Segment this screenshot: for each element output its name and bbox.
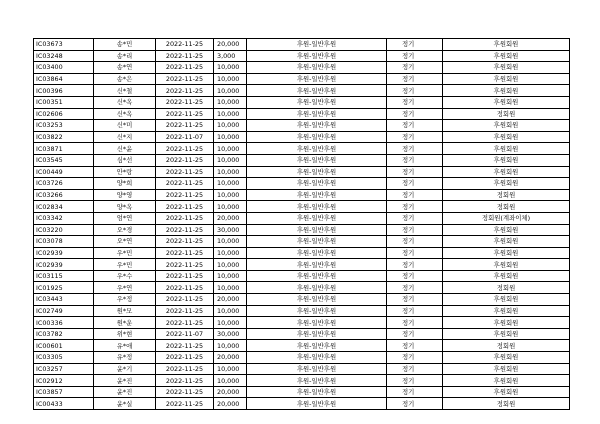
donation-date-cell: 2022-11-25 — [156, 178, 214, 190]
donation-date-cell: 2022-11-25 — [156, 270, 214, 282]
donor-name-cell: 우*정 — [94, 294, 156, 306]
donation-type-cell: 후원-일반후원 — [247, 166, 387, 178]
donation-type-cell: 후원-일반후원 — [247, 270, 387, 282]
table-row — [34, 39, 570, 51]
donor-name-cell: 우*민 — [94, 259, 156, 271]
donation-amount-cell: 20,000 — [214, 39, 247, 51]
donation-cycle-cell: 정기 — [387, 166, 443, 178]
table-row — [34, 363, 570, 375]
donor-name-cell: 신*지 — [94, 131, 156, 143]
donation-cycle-cell: 정기 — [387, 189, 443, 201]
donation-type-cell: 후원-일반후원 — [247, 328, 387, 340]
donation-date-cell: 2022-11-25 — [156, 282, 214, 294]
donation-type-cell: 후원-일반후원 — [247, 317, 387, 329]
donation-date-cell: 2022-11-25 — [156, 212, 214, 224]
donation-date-cell: 2022-11-25 — [156, 317, 214, 329]
donor-name-cell: 우*연 — [94, 282, 156, 294]
donation-cycle-cell: 정기 — [387, 154, 443, 166]
member-grade-cell: 정회원(계좌이체) — [443, 212, 570, 224]
table-row — [34, 224, 570, 236]
member-grade-cell: 정회원 — [443, 108, 570, 120]
donor-id-cell: IC03443 — [34, 294, 94, 306]
donor-name-cell: 신*윤 — [94, 143, 156, 155]
donation-cycle-cell: 정기 — [387, 62, 443, 74]
donor-id-cell: IC02939 — [34, 259, 94, 271]
donation-type-cell: 후원-일반후원 — [247, 236, 387, 248]
table-row — [34, 352, 570, 364]
donation-type-cell: 후원-일반후원 — [247, 282, 387, 294]
member-grade-cell: 후원회원 — [443, 50, 570, 62]
donation-date-cell: 2022-11-07 — [156, 131, 214, 143]
member-grade-cell: 정회원 — [443, 340, 570, 352]
donation-date-cell: 2022-11-25 — [156, 201, 214, 213]
donation-cycle-cell: 정기 — [387, 294, 443, 306]
member-grade-cell: 후원회원 — [443, 305, 570, 317]
member-grade-cell: 후원회원 — [443, 270, 570, 282]
donation-amount-cell: 10,000 — [214, 131, 247, 143]
donation-type-cell: 후원-일반후원 — [247, 305, 387, 317]
donation-date-cell: 2022-11-25 — [156, 154, 214, 166]
member-grade-cell: 후원회원 — [443, 363, 570, 375]
member-grade-cell: 후원회원 — [443, 166, 570, 178]
donation-date-cell: 2022-11-25 — [156, 108, 214, 120]
donor-id-cell: IC03822 — [34, 131, 94, 143]
donor-id-cell: IC03673 — [34, 39, 94, 51]
donation-date-cell: 2022-11-25 — [156, 294, 214, 306]
donor-id-cell: IC03248 — [34, 50, 94, 62]
donor-id-cell: IC03078 — [34, 236, 94, 248]
table-row — [34, 189, 570, 201]
table-row — [34, 270, 570, 282]
member-grade-cell: 정회원 — [443, 201, 570, 213]
donation-amount-cell: 10,000 — [214, 259, 247, 271]
donation-amount-cell: 10,000 — [214, 270, 247, 282]
donation-cycle-cell: 정기 — [387, 398, 443, 410]
donation-type-cell: 후원-일반후원 — [247, 39, 387, 51]
member-grade-cell: 후원회원 — [443, 131, 570, 143]
donor-name-cell: 신*철 — [94, 85, 156, 97]
donor-name-cell: 양*옥 — [94, 201, 156, 213]
donation-type-cell: 후원-일반후원 — [247, 62, 387, 74]
member-grade-cell: 정회원 — [443, 189, 570, 201]
donor-id-cell: IC00433 — [34, 398, 94, 410]
donation-cycle-cell: 정기 — [387, 247, 443, 259]
donation-amount-cell: 10,000 — [214, 96, 247, 108]
donation-type-cell: 후원-일반후원 — [247, 85, 387, 97]
member-grade-cell: 후원회원 — [443, 224, 570, 236]
donor-id-cell: IC02749 — [34, 305, 94, 317]
donor-id-cell: IC03857 — [34, 386, 94, 398]
member-grade-cell: 후원회원 — [443, 328, 570, 340]
donation-cycle-cell: 정기 — [387, 340, 443, 352]
donor-name-cell: 양*희 — [94, 178, 156, 190]
donation-cycle-cell: 정기 — [387, 143, 443, 155]
donation-type-cell: 후원-일반후원 — [247, 247, 387, 259]
donation-amount-cell: 10,000 — [214, 340, 247, 352]
donation-type-cell: 후원-일반후원 — [247, 363, 387, 375]
member-grade-cell: 후원회원 — [443, 73, 570, 85]
donation-date-cell: 2022-11-07 — [156, 328, 214, 340]
donation-cycle-cell: 정기 — [387, 212, 443, 224]
table-row — [34, 212, 570, 224]
donation-date-cell: 2022-11-25 — [156, 39, 214, 51]
donor-name-cell: 양*영 — [94, 189, 156, 201]
donor-id-cell: IC02912 — [34, 375, 94, 387]
member-grade-cell: 후원회원 — [443, 317, 570, 329]
donation-amount-cell: 20,000 — [214, 386, 247, 398]
donation-amount-cell: 3,000 — [214, 50, 247, 62]
donor-name-cell: 우*수 — [94, 270, 156, 282]
donation-cycle-cell: 정기 — [387, 236, 443, 248]
donation-date-cell: 2022-11-25 — [156, 352, 214, 364]
donor-id-cell: IC00336 — [34, 317, 94, 329]
donor-id-cell: IC03342 — [34, 212, 94, 224]
member-grade-cell: 후원회원 — [443, 39, 570, 51]
donation-date-cell: 2022-11-25 — [156, 85, 214, 97]
donation-cycle-cell: 정기 — [387, 328, 443, 340]
donor-name-cell: 오*경 — [94, 224, 156, 236]
member-grade-cell: 후원회원 — [443, 143, 570, 155]
donor-name-cell: 윤*진 — [94, 375, 156, 387]
member-grade-cell: 후원회원 — [443, 120, 570, 132]
donor-name-cell: 심*선 — [94, 154, 156, 166]
donation-amount-cell: 10,000 — [214, 201, 247, 213]
donor-id-cell: IC03545 — [34, 154, 94, 166]
donation-amount-cell: 10,000 — [214, 178, 247, 190]
donation-date-cell: 2022-11-25 — [156, 363, 214, 375]
donation-date-cell: 2022-11-25 — [156, 398, 214, 410]
table-row — [34, 73, 570, 85]
donor-sheet — [33, 38, 569, 410]
table-row — [34, 328, 570, 340]
donation-cycle-cell: 정기 — [387, 282, 443, 294]
donor-id-cell: IC02834 — [34, 201, 94, 213]
table-row — [34, 201, 570, 213]
table-row — [34, 154, 570, 166]
table-row — [34, 85, 570, 97]
donation-date-cell: 2022-11-25 — [156, 247, 214, 259]
table-row — [34, 247, 570, 259]
member-grade-cell: 후원회원 — [443, 294, 570, 306]
donation-cycle-cell: 정기 — [387, 120, 443, 132]
donation-cycle-cell: 정기 — [387, 259, 443, 271]
table-row — [34, 236, 570, 248]
donation-amount-cell: 30,000 — [214, 328, 247, 340]
donation-amount-cell: 10,000 — [214, 282, 247, 294]
donor-id-cell: IC00601 — [34, 340, 94, 352]
donor-id-cell: IC03257 — [34, 363, 94, 375]
donation-cycle-cell: 정기 — [387, 39, 443, 51]
table-row — [34, 317, 570, 329]
donation-amount-cell: 10,000 — [214, 305, 247, 317]
donation-type-cell: 후원-일반후원 — [247, 294, 387, 306]
member-grade-cell: 후원회원 — [443, 352, 570, 364]
donation-amount-cell: 20,000 — [214, 294, 247, 306]
donation-amount-cell: 10,000 — [214, 120, 247, 132]
donation-date-cell: 2022-11-25 — [156, 50, 214, 62]
donation-type-cell: 후원-일반후원 — [247, 154, 387, 166]
donation-type-cell: 후원-일반후원 — [247, 375, 387, 387]
member-grade-cell: 후원회원 — [443, 62, 570, 74]
donation-amount-cell: 10,000 — [214, 85, 247, 97]
donor-name-cell: 신*미 — [94, 120, 156, 132]
donor-name-cell: 안*랑 — [94, 166, 156, 178]
table-row — [34, 282, 570, 294]
donor-id-cell: IC00449 — [34, 166, 94, 178]
donation-date-cell: 2022-11-25 — [156, 259, 214, 271]
donation-amount-cell: 10,000 — [214, 108, 247, 120]
donation-type-cell: 후원-일반후원 — [247, 178, 387, 190]
donation-date-cell: 2022-11-25 — [156, 340, 214, 352]
donation-cycle-cell: 정기 — [387, 305, 443, 317]
donation-cycle-cell: 정기 — [387, 317, 443, 329]
donation-cycle-cell: 정기 — [387, 224, 443, 236]
donor-id-cell: IC01925 — [34, 282, 94, 294]
donor-name-cell: 송*리 — [94, 50, 156, 62]
donor-name-cell: 유*정 — [94, 352, 156, 364]
table-row — [34, 96, 570, 108]
donation-amount-cell: 20,000 — [214, 352, 247, 364]
donor-name-cell: 우*민 — [94, 247, 156, 259]
donor-name-cell: 신*옥 — [94, 96, 156, 108]
table-row — [34, 398, 570, 410]
donor-id-cell: IC03864 — [34, 73, 94, 85]
donation-cycle-cell: 정기 — [387, 50, 443, 62]
table-row — [34, 386, 570, 398]
donation-date-cell: 2022-11-25 — [156, 96, 214, 108]
donation-cycle-cell: 정기 — [387, 178, 443, 190]
donor-id-cell: IC03400 — [34, 62, 94, 74]
member-grade-cell: 후원회원 — [443, 178, 570, 190]
donation-date-cell: 2022-11-25 — [156, 236, 214, 248]
member-grade-cell: 후원회원 — [443, 96, 570, 108]
donation-amount-cell: 30,000 — [214, 224, 247, 236]
table-row — [34, 305, 570, 317]
donation-date-cell: 2022-11-25 — [156, 120, 214, 132]
donor-id-cell: IC03253 — [34, 120, 94, 132]
donor-name-cell: 위*현 — [94, 328, 156, 340]
donation-type-cell: 후원-일반후원 — [247, 340, 387, 352]
donation-cycle-cell: 정기 — [387, 270, 443, 282]
table-row — [34, 108, 570, 120]
donation-type-cell: 후원-일반후원 — [247, 212, 387, 224]
donation-date-cell: 2022-11-25 — [156, 73, 214, 85]
member-grade-cell: 후원회원 — [443, 85, 570, 97]
donation-type-cell: 후원-일반후원 — [247, 201, 387, 213]
donation-amount-cell: 20,000 — [214, 212, 247, 224]
donation-date-cell: 2022-11-25 — [156, 189, 214, 201]
donor-id-cell: IC03266 — [34, 189, 94, 201]
donation-type-cell: 후원-일반후원 — [247, 386, 387, 398]
donation-type-cell: 후원-일반후원 — [247, 120, 387, 132]
donor-table — [33, 38, 570, 410]
donation-cycle-cell: 정기 — [387, 363, 443, 375]
donor-id-cell: IC02939 — [34, 247, 94, 259]
donation-cycle-cell: 정기 — [387, 96, 443, 108]
donation-cycle-cell: 정기 — [387, 131, 443, 143]
table-row — [34, 375, 570, 387]
donor-id-cell: IC00351 — [34, 96, 94, 108]
donation-cycle-cell: 정기 — [387, 386, 443, 398]
donor-id-cell: IC03220 — [34, 224, 94, 236]
table-row — [34, 340, 570, 352]
donation-date-cell: 2022-11-25 — [156, 386, 214, 398]
donor-id-cell: IC02606 — [34, 108, 94, 120]
donation-amount-cell: 10,000 — [214, 189, 247, 201]
donation-date-cell: 2022-11-25 — [156, 166, 214, 178]
member-grade-cell: 후원회원 — [443, 386, 570, 398]
member-grade-cell: 후원회원 — [443, 375, 570, 387]
donor-name-cell: 윤*실 — [94, 398, 156, 410]
donation-type-cell: 후원-일반후원 — [247, 143, 387, 155]
donation-type-cell: 후원-일반후원 — [247, 96, 387, 108]
donation-date-cell: 2022-11-25 — [156, 305, 214, 317]
member-grade-cell: 후원회원 — [443, 259, 570, 271]
donation-cycle-cell: 정기 — [387, 201, 443, 213]
member-grade-cell: 후원회원 — [443, 236, 570, 248]
donor-name-cell: 송*은 — [94, 73, 156, 85]
donation-cycle-cell: 정기 — [387, 85, 443, 97]
donation-amount-cell: 10,000 — [214, 143, 247, 155]
donation-amount-cell: 10,000 — [214, 62, 247, 74]
table-row — [34, 166, 570, 178]
donor-name-cell: 유*애 — [94, 340, 156, 352]
donor-name-cell: 오*연 — [94, 236, 156, 248]
donation-amount-cell: 10,000 — [214, 247, 247, 259]
donation-amount-cell: 20,000 — [214, 398, 247, 410]
donation-type-cell: 후원-일반후원 — [247, 352, 387, 364]
member-grade-cell: 후원회원 — [443, 154, 570, 166]
donation-amount-cell: 10,000 — [214, 363, 247, 375]
member-grade-cell: 정회원 — [443, 282, 570, 294]
table-row — [34, 259, 570, 271]
donor-name-cell: 윤*진 — [94, 386, 156, 398]
member-grade-cell: 후원회원 — [443, 247, 570, 259]
donation-cycle-cell: 정기 — [387, 108, 443, 120]
donation-type-cell: 후원-일반후원 — [247, 224, 387, 236]
donor-id-cell: IC03115 — [34, 270, 94, 282]
donor-id-cell: IC03305 — [34, 352, 94, 364]
donation-type-cell: 후원-일반후원 — [247, 398, 387, 410]
donor-id-cell: IC03871 — [34, 143, 94, 155]
donation-amount-cell: 10,000 — [214, 73, 247, 85]
donor-id-cell: IC03782 — [34, 328, 94, 340]
donor-name-cell: 원*운 — [94, 317, 156, 329]
donation-type-cell: 후원-일반후원 — [247, 50, 387, 62]
table-row — [34, 50, 570, 62]
donation-cycle-cell: 정기 — [387, 375, 443, 387]
donor-id-cell: IC00396 — [34, 85, 94, 97]
table-row — [34, 143, 570, 155]
donation-cycle-cell: 정기 — [387, 352, 443, 364]
donor-name-cell: 원*모 — [94, 305, 156, 317]
donation-amount-cell: 10,000 — [214, 317, 247, 329]
donor-name-cell: 윤*기 — [94, 363, 156, 375]
donation-type-cell: 후원-일반후원 — [247, 259, 387, 271]
donor-id-cell: IC03726 — [34, 178, 94, 190]
donation-date-cell: 2022-11-25 — [156, 224, 214, 236]
donation-date-cell: 2022-11-25 — [156, 375, 214, 387]
donation-amount-cell: 10,000 — [214, 154, 247, 166]
donor-name-cell: 신*옥 — [94, 108, 156, 120]
table-row — [34, 120, 570, 132]
donation-amount-cell: 10,000 — [214, 166, 247, 178]
donation-amount-cell: 10,000 — [214, 236, 247, 248]
donation-cycle-cell: 정기 — [387, 73, 443, 85]
donor-name-cell: 엄*연 — [94, 212, 156, 224]
member-grade-cell: 정회원 — [443, 398, 570, 410]
table-row — [34, 131, 570, 143]
donor-name-cell: 송*연 — [94, 62, 156, 74]
donation-type-cell: 후원-일반후원 — [247, 189, 387, 201]
donation-date-cell: 2022-11-25 — [156, 62, 214, 74]
donation-amount-cell: 10,000 — [214, 375, 247, 387]
table-row — [34, 294, 570, 306]
donor-table-body — [34, 39, 570, 410]
table-row — [34, 62, 570, 74]
table-row — [34, 178, 570, 190]
donation-type-cell: 후원-일반후원 — [247, 131, 387, 143]
donation-date-cell: 2022-11-25 — [156, 143, 214, 155]
donation-type-cell: 후원-일반후원 — [247, 73, 387, 85]
donation-type-cell: 후원-일반후원 — [247, 108, 387, 120]
donor-name-cell: 송*민 — [94, 39, 156, 51]
